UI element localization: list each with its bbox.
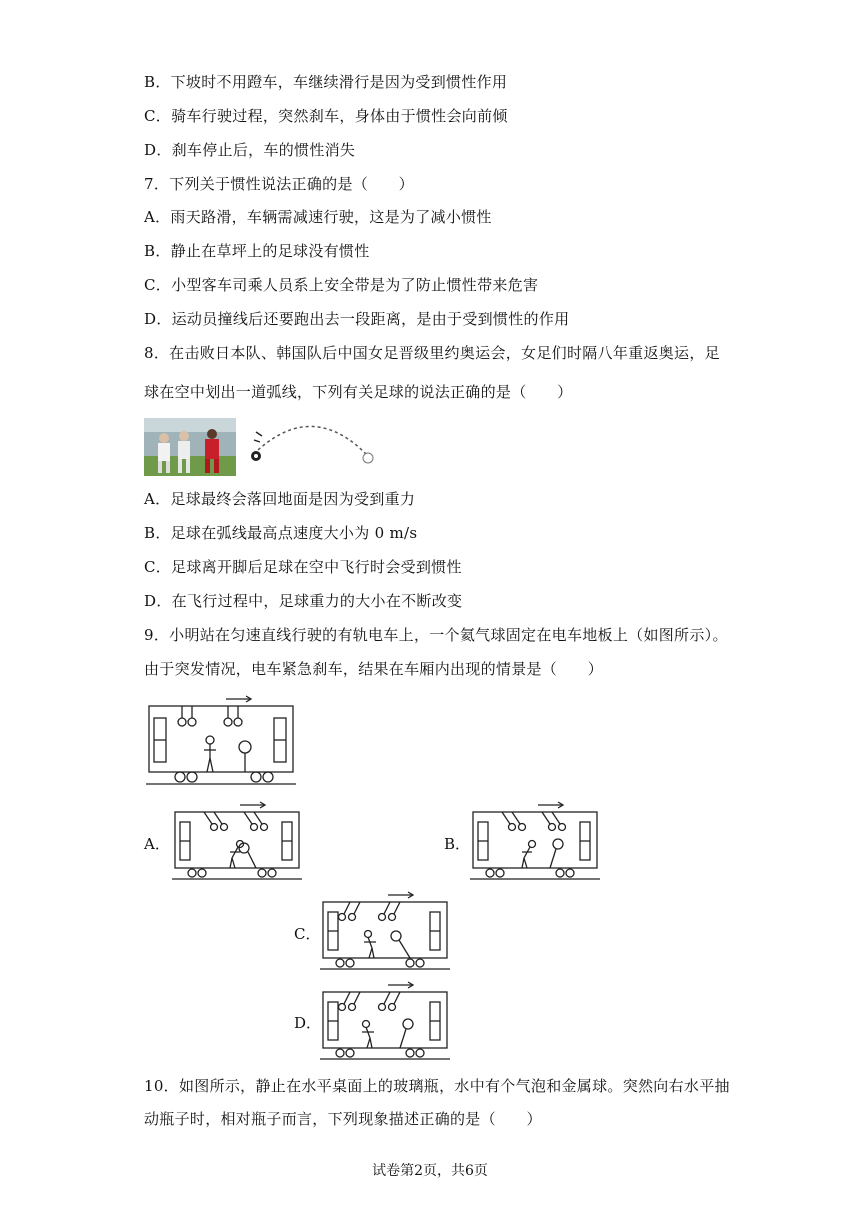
q7-option-b: B．静止在草坪上的足球没有惯性 xyxy=(144,242,370,260)
q8-stem-line1: 8．在击败日本队、韩国队后中国女足晋级里约奥运会，女足们时隔八年重返奥运，足 xyxy=(144,344,720,362)
q7-option-d: D．运动员撞线后还要跑出去一段距离，是由于受到惯性的作用 xyxy=(144,310,570,328)
q8-option-c: C．足球离开脚后足球在空中飞行时会受到惯性 xyxy=(144,558,462,576)
q9-option-d-figure xyxy=(320,982,450,1064)
q9-option-c-figure xyxy=(320,892,450,974)
q9-stem-line2: 由于突发情况，电车紧急刹车，结果在车厢内出现的情景是（ ） xyxy=(144,660,604,678)
q8-soccer-figure xyxy=(144,418,384,478)
q8-option-a: A．足球最终会落回地面是因为受到重力 xyxy=(144,490,416,508)
q9-main-tram-figure xyxy=(146,696,296,788)
q7-option-c: C．小型客车司乘人员系上安全带是为了防止惯性带来危害 xyxy=(144,276,539,294)
q9-option-a-figure xyxy=(172,802,302,884)
q10-stem-line1: 10．如图所示，静止在水平桌面上的玻璃瓶，水中有个气泡和金属球。突然向右水平抽 xyxy=(144,1077,730,1095)
q6-option-c: C．骑车行驶过程，突然刹车，身体由于惯性会向前倾 xyxy=(144,107,508,125)
q9-option-c-label: C． xyxy=(294,925,321,943)
q7-stem: 7．下列关于惯性说法正确的是（ ） xyxy=(144,175,414,193)
q6-option-b: B．下坡时不用蹬车，车继续滑行是因为受到惯性作用 xyxy=(144,73,508,91)
q9-option-d-label: D． xyxy=(294,1014,322,1032)
q8-option-d: D．在飞行过程中，足球重力的大小在不断改变 xyxy=(144,592,463,610)
q8-option-b: B．足球在弧线最高点速度大小为 0 m/s xyxy=(144,524,418,542)
q9-stem-line1: 9．小明站在匀速直线行驶的有轨电车上，一个氦气球固定在电车地板上（如图所示）。 xyxy=(144,626,728,644)
page-footer: 试卷第2页，共6页 xyxy=(372,1163,488,1179)
q6-option-d: D．刹车停止后，车的惯性消失 xyxy=(144,141,356,159)
q10-stem-line2: 动瓶子时，相对瓶子而言，下列现象描述正确的是（ ） xyxy=(144,1110,542,1128)
q9-option-b-figure xyxy=(470,802,600,884)
q9-option-b-label: B． xyxy=(444,835,471,853)
q9-option-a-label: A． xyxy=(144,835,170,853)
q7-option-a: A．雨天路滑，车辆需减速行驶，这是为了减小惯性 xyxy=(144,208,492,226)
q8-stem-line2: 球在空中划出一道弧线，下列有关足球的说法正确的是（ ） xyxy=(144,383,573,401)
